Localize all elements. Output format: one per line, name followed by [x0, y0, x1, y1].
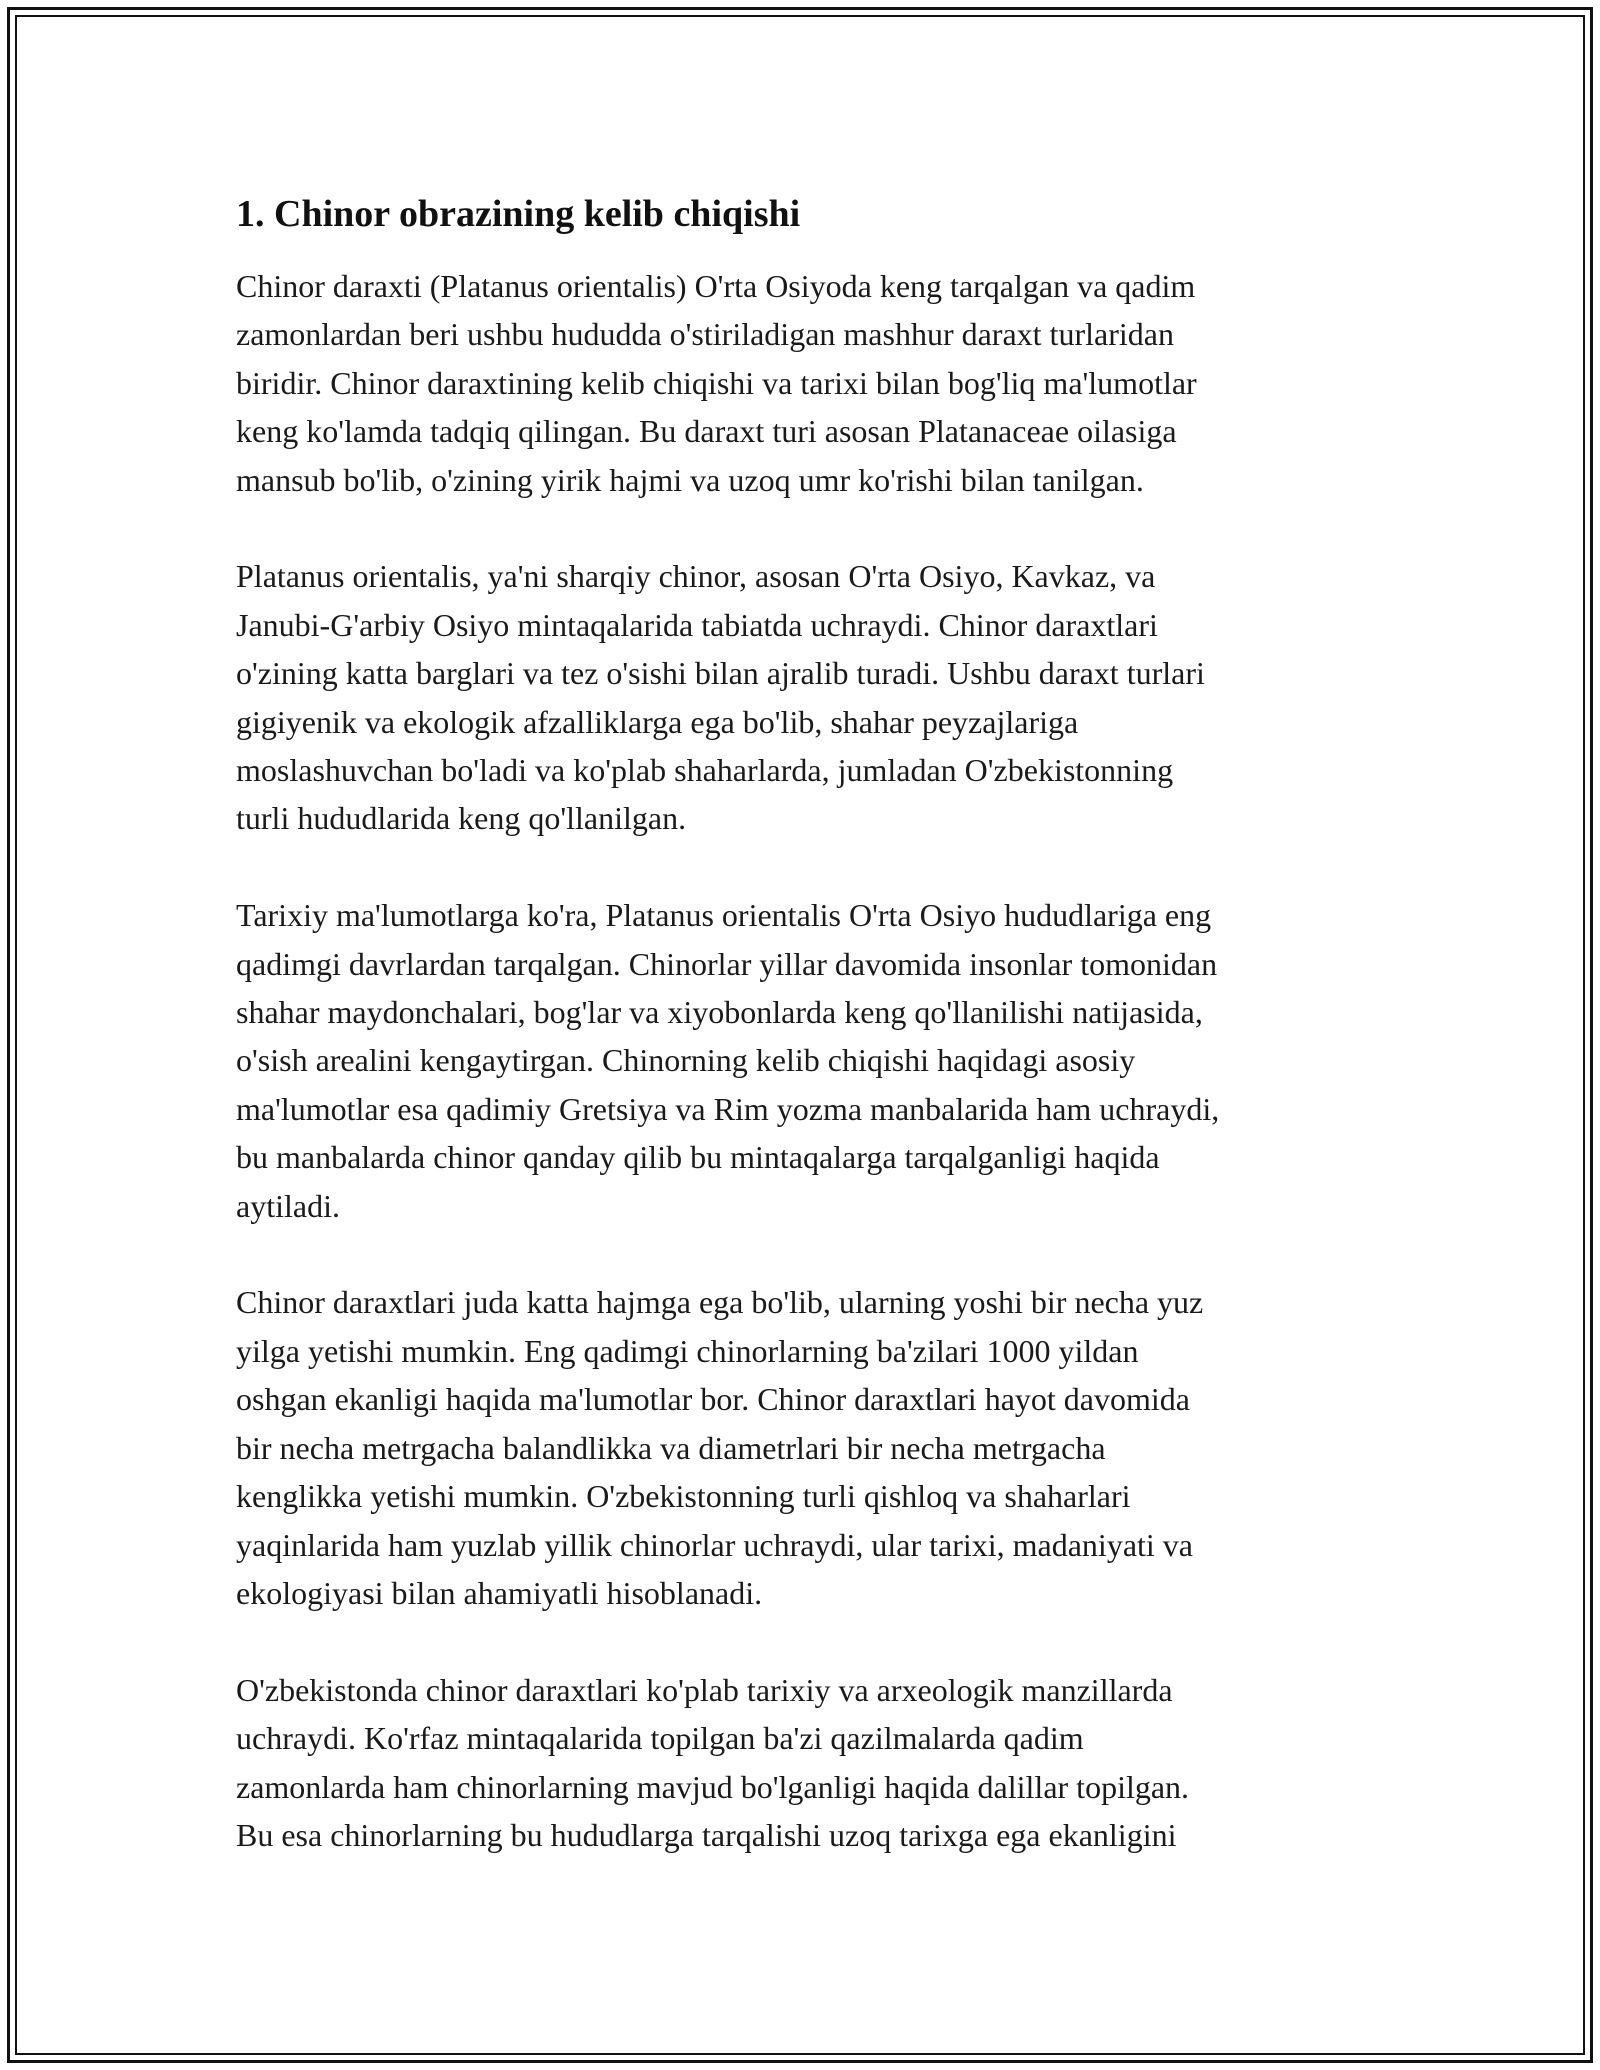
paragraph-line: O'zbekistonda chinor daraxtlari ko'plab tarixiy va arxeologik manzillarda	[236, 1671, 1173, 1708]
paragraph-list	[236, 262, 1376, 1859]
paragraph-line: zamonlardan beri ushbu hududda o'stiriladigan mashhur daraxt turlaridan	[236, 316, 1174, 353]
paragraph-line: kenglikka yetishi mumkin. O'zbekistonning turli qishloq va shaharlari	[236, 1478, 1131, 1515]
paragraph	[236, 1666, 1376, 1860]
paragraph-line: Janubi-G'arbiy Osiyo mintaqalarida tabiatda uchraydi. Chinor daraxtlari	[236, 606, 1158, 643]
paragraph-line: moslashuvchan bo'ladi va ko'plab shaharlarda, jumladan O'zbekistonning	[236, 752, 1174, 789]
paragraph-line: bir necha metrgacha balandlikka va diametrlari bir necha metrgacha	[236, 1429, 1106, 1466]
paragraph-line: yilga yetishi mumkin. Eng qadimgi chinorlarning ba'zilari 1000 yildan	[236, 1332, 1139, 1369]
document-body	[236, 186, 1376, 1908]
paragraph-line: oshgan ekanligi haqida ma'lumotlar bor. Chinor daraxtlari hayot davomida	[236, 1381, 1190, 1418]
paragraph-line: o'sish arealini kengaytirgan. Chinorning kelib chiqishi haqidagi asosiy	[236, 1042, 1136, 1079]
paragraph-line: Tarixiy ma'lumotlarga ko'ra, Platanus orientalis O'rta Osiyo hududlariga eng	[236, 897, 1212, 934]
paragraph	[236, 1278, 1376, 1617]
paragraph-line: keng ko'lamda tadqiq qilingan. Bu daraxt turi asosan Platanaceae oilasiga	[236, 413, 1177, 450]
paragraph-line: o'zining katta barglari va tez o'sishi bilan ajralib turadi. Ushbu daraxt turlari	[236, 655, 1205, 692]
paragraph-line: aytiladi.	[236, 1187, 340, 1224]
paragraph-line: turli hududlarida keng qo'llanilgan.	[236, 800, 687, 837]
paragraph-line: biridir. Chinor daraxtining kelib chiqishi va tarixi bilan bog'liq ma'lumotlar	[236, 364, 1197, 401]
paragraph-line: Chinor daraxti (Platanus orientalis) O'rta Osiyoda keng tarqalgan va qadim	[236, 268, 1196, 304]
paragraph-line: qadimgi davrlardan tarqalgan. Chinorlar yillar davomida insonlar tomonidan	[236, 945, 1218, 982]
paragraph	[236, 552, 1376, 842]
paragraph	[236, 891, 1376, 1230]
paragraph-line: Chinor daraxtlari juda katta hajmga ega bo'lib, ularning yoshi bir necha yuz	[236, 1284, 1204, 1321]
paragraph-line: bu manbalarda chinor qanday qilib bu mintaqalarga tarqalganligi haqida	[236, 1139, 1160, 1176]
paragraph-line: yaqinlarida ham yuzlab yillik chinorlar uchraydi, ular tarixi, madaniyati va	[236, 1526, 1193, 1563]
paragraph-line: mansub bo'lib, o'zining yirik hajmi va uzoq umr ko'rishi bilan tanilgan.	[236, 461, 1144, 498]
paragraph	[236, 262, 1376, 504]
paragraph-line: uchraydi. Ko'rfaz mintaqalarida topilgan ba'zi qazilmalarda qadim	[236, 1720, 1084, 1757]
paragraph-line: Platanus orientalis, ya'ni sharqiy chinor, asosan O'rta Osiyo, Kavkaz, va	[236, 558, 1156, 595]
paragraph-line: ekologiyasi bilan ahamiyatli hisoblanadi.	[236, 1574, 763, 1611]
paragraph-line: shahar maydonchalari, bog'lar va xiyobonlarda keng qo'llanilishi natijasida,	[236, 994, 1203, 1031]
paragraph-line: Bu esa chinorlarning bu hududlarga tarqalishi uzoq tarixga ega ekanligini	[236, 1816, 1177, 1853]
paragraph-line: ma'lumotlar esa qadimiy Gretsiya va Rim yozma manbalarida ham uchraydi,	[236, 1090, 1220, 1127]
section-heading: 1. Chinor obrazining kelib chiqishi	[236, 193, 801, 235]
paragraph-line: zamonlarda ham chinorlarning mavjud bo'lganligi haqida dalillar topilgan.	[236, 1768, 1190, 1805]
paragraph-line: gigiyenik va ekologik afzalliklarga ega bo'lib, shahar peyzajlariga	[236, 703, 1079, 740]
